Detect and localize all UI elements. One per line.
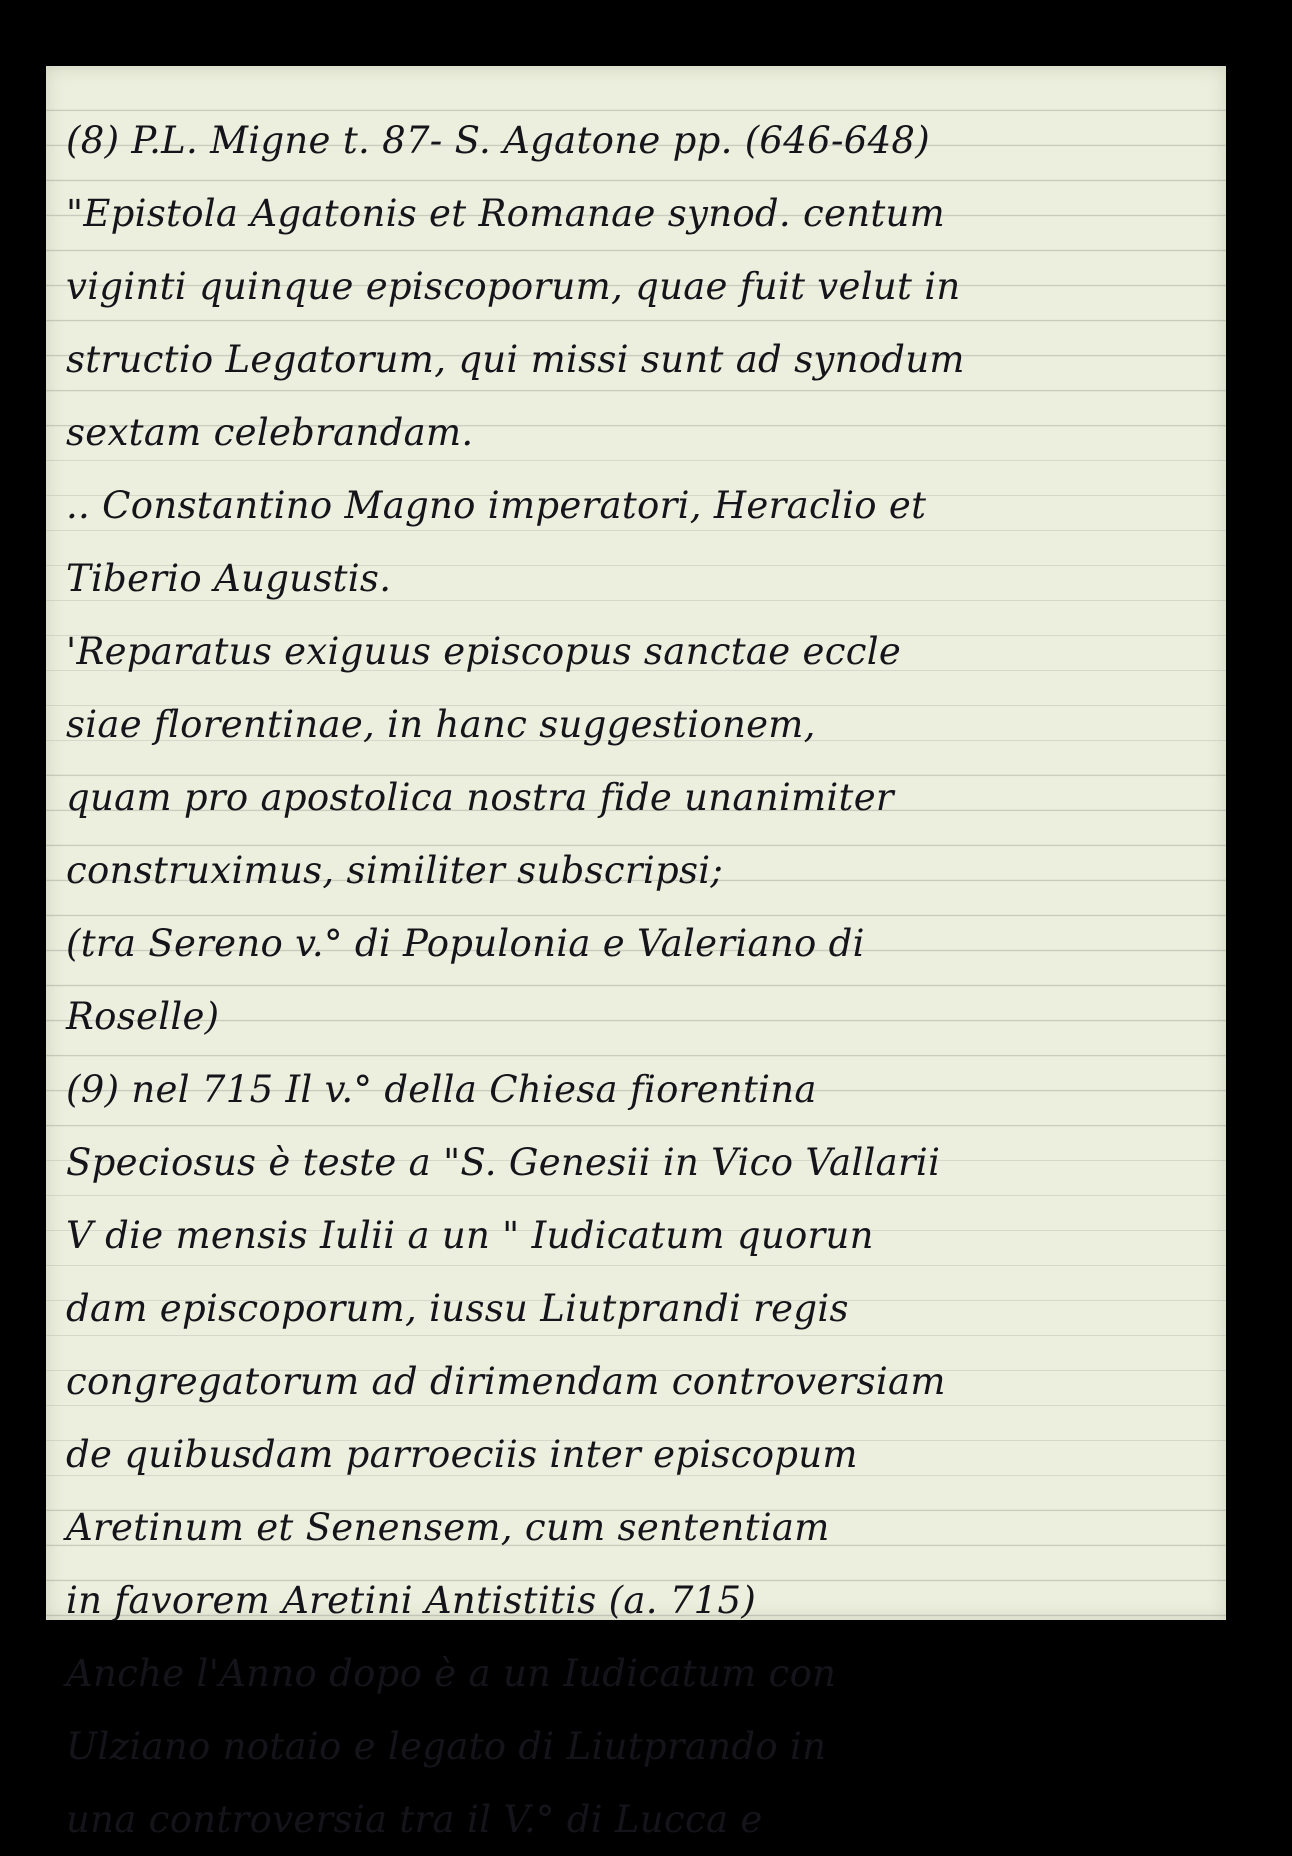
note-card xyxy=(46,66,1226,1841)
text-line: viginti quinque episcoporum, quae fuit velut in xyxy=(66,265,961,308)
text-line: Aretinum et Senensem, cum sententiam xyxy=(66,1506,830,1549)
text-line: in favorem Aretini Antistitis (a. 715) xyxy=(66,1579,757,1622)
text-line: Roselle) xyxy=(66,995,220,1038)
text-line: .. Constantino Magno imperatori, Heraclio et xyxy=(66,484,927,527)
text-line: sextam celebrandam. xyxy=(66,411,474,454)
text-line: de quibusdam parroeciis inter episcopum xyxy=(66,1433,858,1476)
text-line: construximus, similiter subscripsi; xyxy=(66,849,724,892)
text-line: una controversia tra il V.° di Lucca e xyxy=(66,1798,763,1841)
text-line: Ulziano notaio e legato di Liutprando in xyxy=(66,1725,827,1768)
text-line: Speciosus è teste a "S. Genesii in Vico Vallarii xyxy=(66,1141,941,1184)
text-line: siae florentinae, in hanc suggestionem, xyxy=(66,703,816,746)
text-line: quam pro apostolica nostra fide unanimiter xyxy=(66,776,894,819)
text-line: "Epistola Agatonis et Romanae synod. centum xyxy=(66,192,946,235)
text-line: structio Legatorum, qui missi sunt ad synodum xyxy=(66,338,965,381)
text-line: dam episcoporum, iussu Liutprandi regis xyxy=(66,1287,849,1330)
text-line: (tra Sereno v.° di Populonia e Valeriano di xyxy=(66,922,865,965)
handwritten-text xyxy=(66,104,1216,1856)
text-line: Tiberio Augustis. xyxy=(66,557,392,600)
text-line: (8) P.L. Migne t. 87- S. Agatone pp. (646-648) xyxy=(66,119,931,162)
text-line: Anche l'Anno dopo è a un Iudicatum con xyxy=(66,1652,837,1695)
text-line: (9) nel 715 Il v.° della Chiesa fiorentina xyxy=(66,1068,817,1111)
text-line: congregatorum ad dirimendam controversiam xyxy=(66,1360,946,1403)
text-line: V die mensis Iulii a un " Iudicatum quorun xyxy=(66,1214,874,1257)
text-line: 'Reparatus exiguus episcopus sanctae eccle xyxy=(66,630,902,673)
